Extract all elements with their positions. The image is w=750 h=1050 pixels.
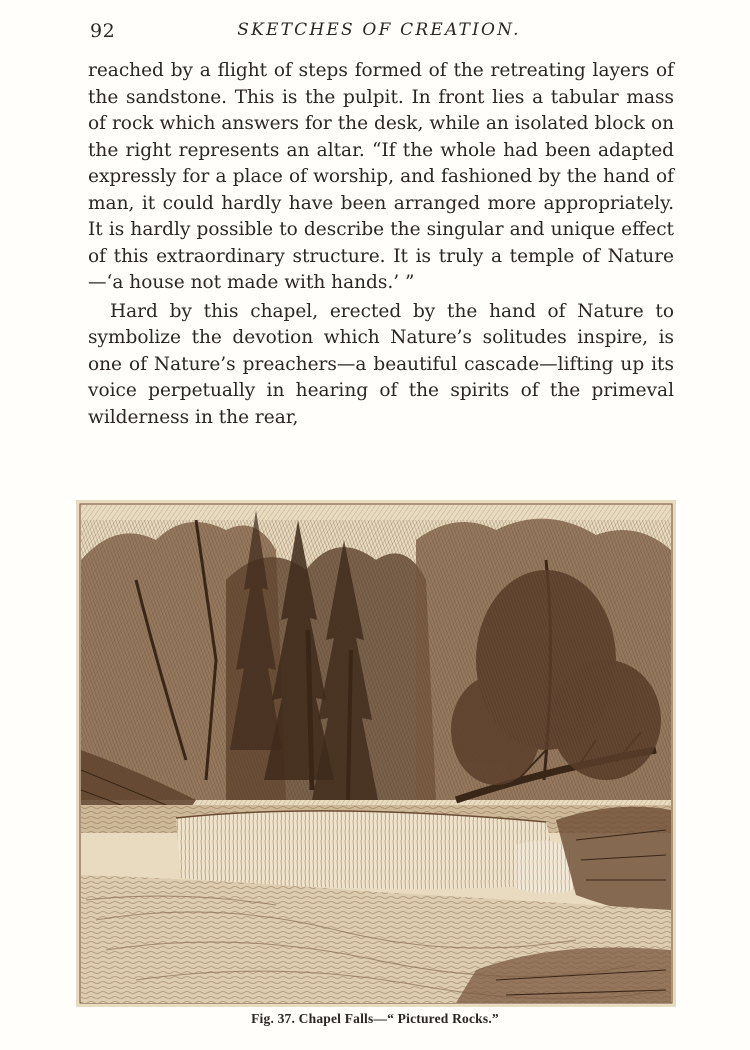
running-title: SKETCHES OF CREATION.: [237, 20, 521, 40]
page-number: 92: [90, 20, 116, 42]
body-text: [88, 58, 674, 431]
paragraph-2: Hard by this chapel, erected by the hand of Nature to symbolize the devotion which Nature’s solitudes inspire, is one of Nature’s preachers—a beautiful cascade—lifting up its voice perpetually in hearing of the spirits of the primeval wilderness in the rear,: [88, 300, 674, 428]
engraving-illustration: [76, 500, 676, 1007]
running-header: [84, 10, 674, 46]
figure-caption: Fig. 37. Chapel Falls—“ Pictured Rocks.”: [251, 1011, 499, 1026]
chapel-falls-engraving: [76, 500, 676, 1007]
paragraph-1: reached by a flight of steps formed of the retreating layers of the sandstone. This is the pulpit. In front lies a tabular mass of rock which answers for the desk, while an isolated block on the right represents an altar. “If the whole had been adapted expressly for a place of worship, and fashioned by the hand of man, it could hardly have been arranged more appropriately. It is hardly possible to describe the singular and unique effect of this extraordinary structure. It is truly a temple of Nature—‘a house not made with hands.’ ”: [88, 60, 674, 293]
